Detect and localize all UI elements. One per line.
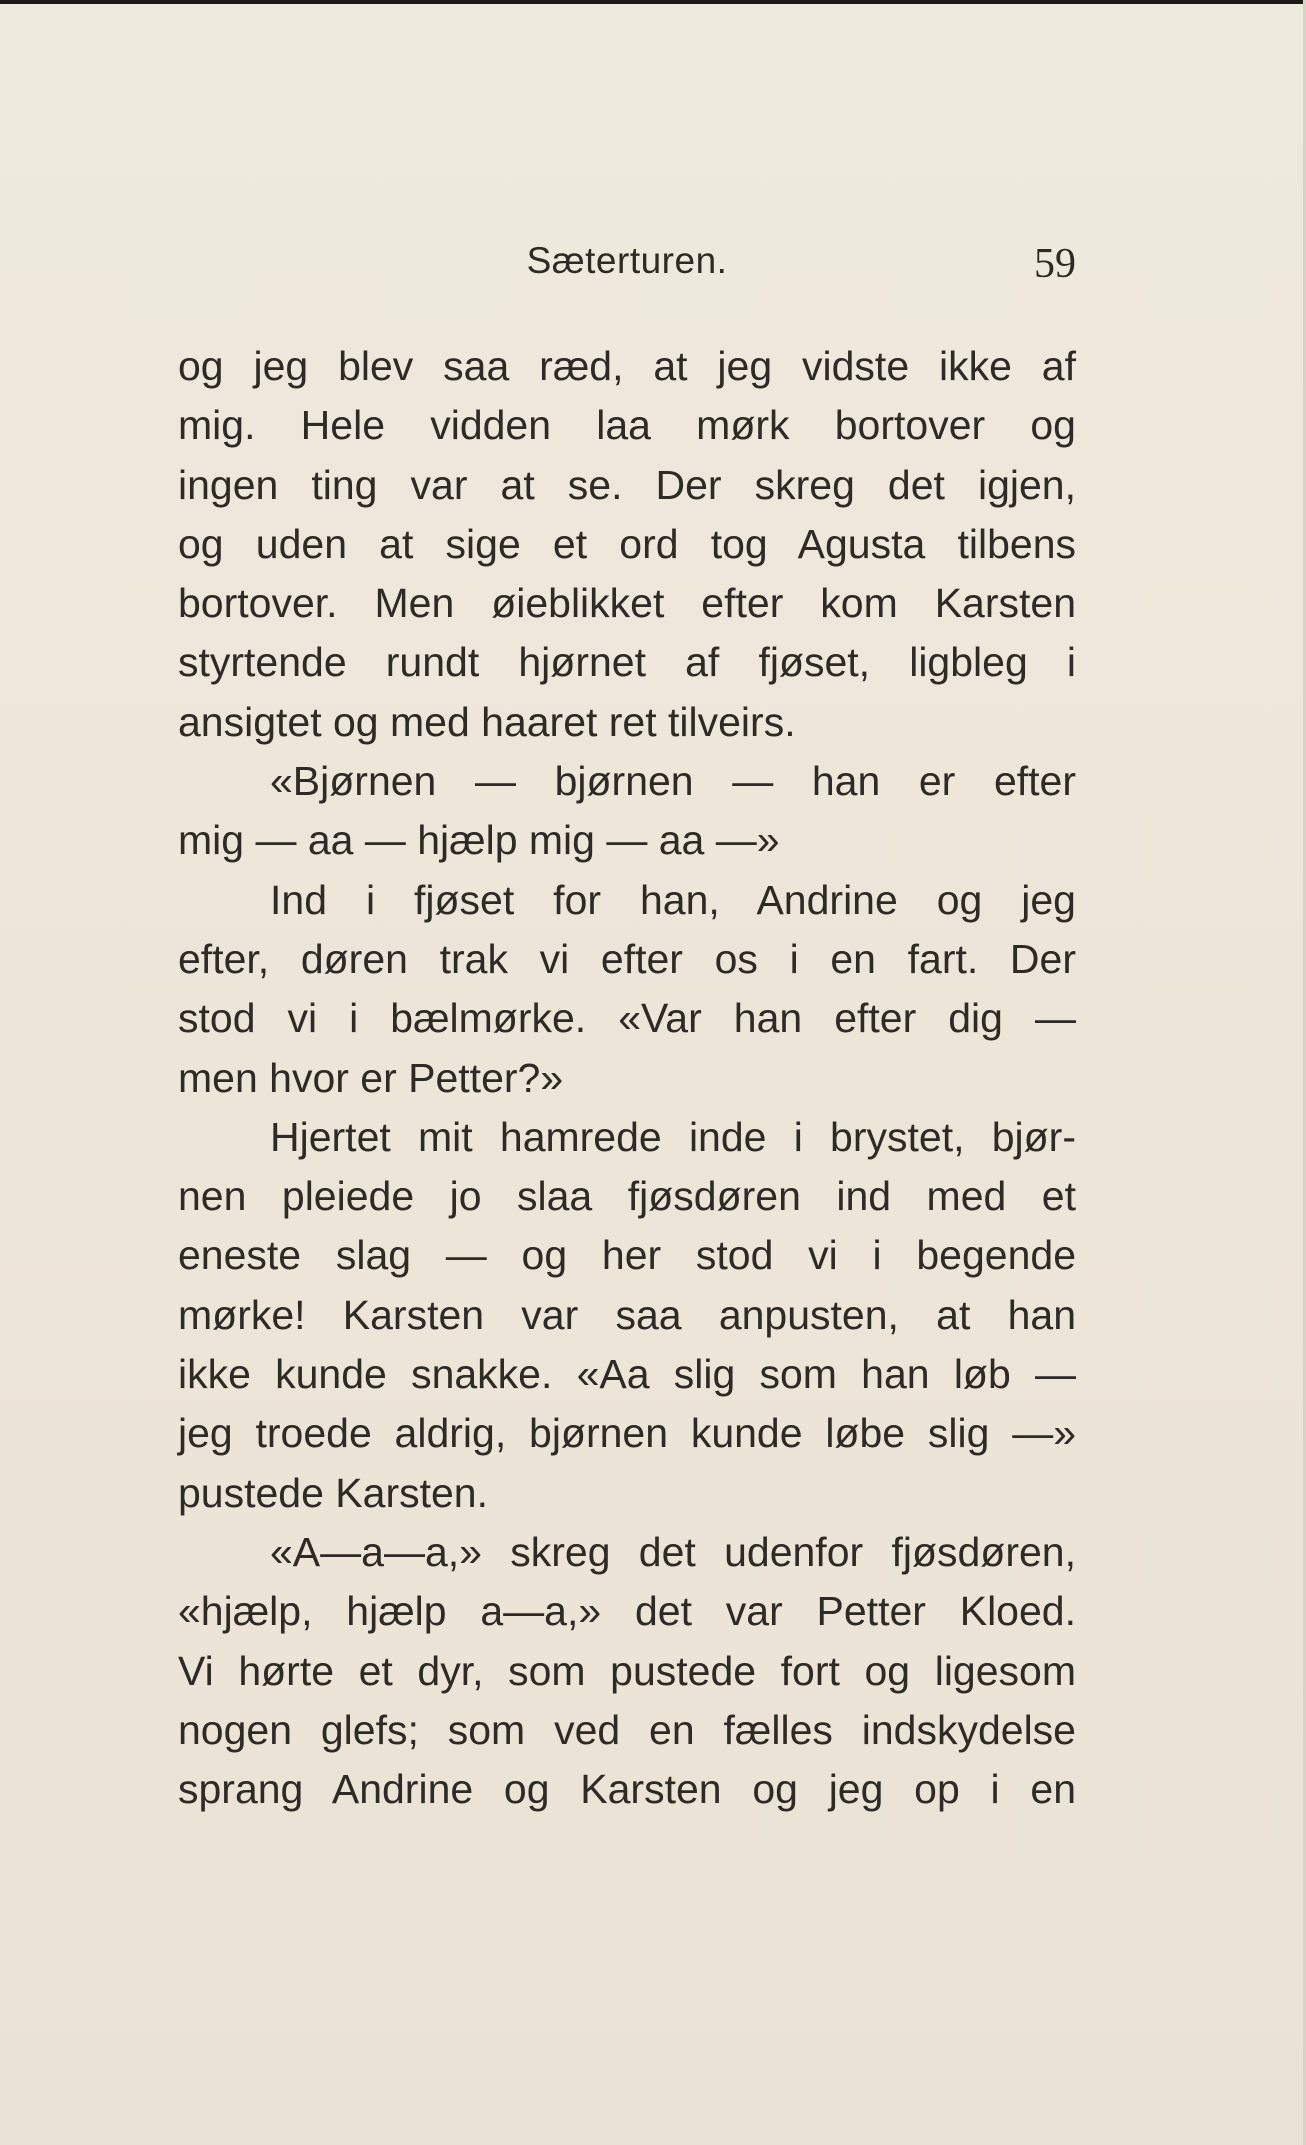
text-line: efter, døren trak vi efter os i en fart. Der — [178, 935, 1076, 982]
text-line: ikke kunde snakke. «Aa slig som han løb — — [178, 1351, 1076, 1398]
text-line: mig — aa — hjælp mig — aa —» — [178, 817, 780, 864]
page-number: 59 — [1034, 241, 1076, 287]
text-line: mig. Hele vidden laa mørk bortover og — [178, 402, 1076, 449]
text-line: Ind i fjøset for han, Andrine og jeg — [270, 876, 1076, 923]
text-line: nen pleiede jo slaa fjøsdøren ind med et — [178, 1173, 1076, 1220]
text-line: bortover. Men øieblikket efter kom Karsten — [178, 580, 1076, 627]
scan-top-edge — [0, 0, 1306, 4]
text-line: «hjælp, hjælp a—a,» det var Petter Kloed. — [178, 1588, 1076, 1635]
text-line: jeg troede aldrig, bjørnen kunde løbe slig —» — [178, 1410, 1076, 1457]
text-line: Hjertet mit hamrede inde i brystet, bjør- — [270, 1113, 1076, 1160]
text-line: mørke! Karsten var saa anpusten, at han — [178, 1291, 1076, 1338]
text-line: nogen glefs; som ved en fælles indskydelse — [178, 1706, 1076, 1753]
text-line: sprang Andrine og Karsten og jeg op i en — [178, 1766, 1076, 1813]
text-line: «Bjørnen — bjørnen — han er efter — [270, 758, 1076, 805]
running-title: Sæterturen. — [526, 240, 728, 281]
text-line: men hvor er Petter?» — [178, 1054, 564, 1101]
body-text — [178, 337, 1076, 1819]
running-head — [178, 240, 1076, 296]
text-line: og uden at sige et ord tog Agusta tilbens — [178, 520, 1076, 567]
text-line: Vi hørte et dyr, som pustede fort og ligesom — [178, 1647, 1076, 1694]
text-line: ingen ting var at se. Der skreg det igjen, — [178, 461, 1076, 508]
text-line: styrtende rundt hjørnet af fjøset, ligbleg i — [178, 639, 1076, 686]
text-line: eneste slag — og her stod vi i begende — [178, 1232, 1076, 1279]
text-line: stod vi i bælmørke. «Var han efter dig — — [178, 995, 1076, 1042]
text-line: ansigtet og med haaret ret tilveirs. — [178, 698, 796, 745]
text-line: og jeg blev saa ræd, at jeg vidste ikke af — [178, 343, 1076, 389]
text-line: «A—a—a,» skreg det udenfor fjøsdøren, — [270, 1528, 1076, 1575]
text-line: pustede Karsten. — [178, 1469, 488, 1516]
